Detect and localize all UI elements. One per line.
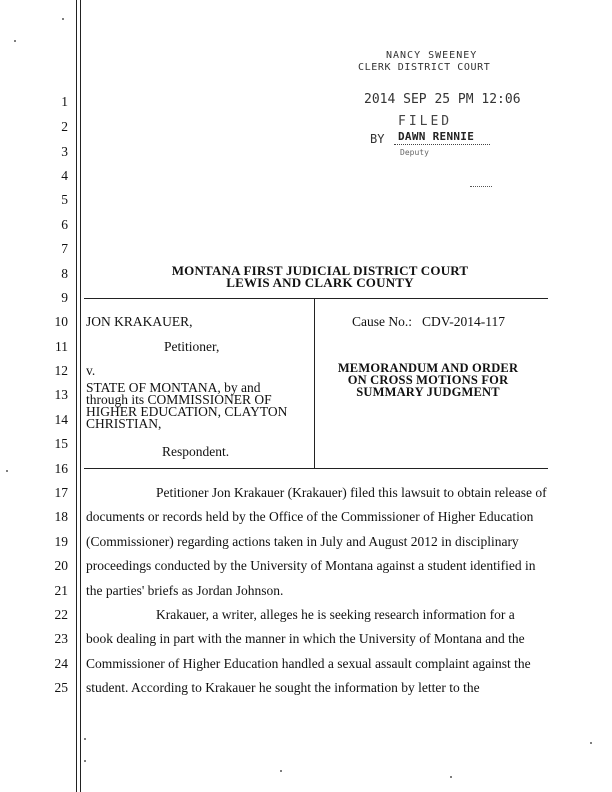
scan-speck bbox=[62, 18, 64, 20]
caption-bottom-rule bbox=[84, 468, 548, 469]
line-number: 6 bbox=[61, 217, 68, 232]
cause-label: Cause No.: bbox=[352, 314, 412, 329]
line-number: 15 bbox=[54, 436, 68, 451]
stamp-clerk-office: CLERK DISTRICT COURT bbox=[358, 62, 491, 73]
body-line: book dealing in part with the manner in which the University of Montana and the bbox=[86, 631, 525, 646]
body-line: (Commissioner) regarding actions taken in July and August 2012 in disciplinary bbox=[86, 534, 519, 549]
line-number: 10 bbox=[54, 314, 68, 329]
versus-label: v. bbox=[86, 363, 96, 378]
line-number: 19 bbox=[54, 534, 68, 549]
document-title-line: MEMORANDUM AND ORDER bbox=[337, 361, 519, 375]
line-number: 7 bbox=[61, 241, 68, 256]
caption-top-rule bbox=[84, 298, 548, 299]
scan-speck bbox=[84, 738, 86, 740]
body-line: Commissioner of Higher Education handled a sexual assault complaint against the bbox=[86, 656, 531, 671]
respondent-line: HIGHER EDUCATION, CLAYTON bbox=[86, 404, 288, 419]
scan-speck bbox=[280, 770, 282, 772]
body-line: student. According to Krakauer he sought the information by letter to the bbox=[86, 680, 480, 695]
petitioner-name: JON KRAKAUER, bbox=[86, 314, 193, 329]
body-line: Petitioner Jon Krakauer (Krakauer) filed this lawsuit to obtain release of bbox=[156, 485, 547, 500]
respondent-role: Respondent. bbox=[162, 444, 230, 459]
pleading-margin-line-left bbox=[76, 0, 77, 792]
line-number: 25 bbox=[54, 680, 68, 695]
caption-divider bbox=[314, 298, 315, 468]
stamp-clerk-name: NANCY SWEENEY bbox=[386, 50, 478, 61]
cause-number: CDV-2014-117 bbox=[422, 314, 506, 329]
stamp-signature-rule bbox=[394, 144, 490, 145]
scan-speck bbox=[590, 742, 592, 744]
line-number: 11 bbox=[55, 339, 68, 354]
pleading-margin-line-right bbox=[80, 0, 81, 792]
respondent-line: through its COMMISSIONER OF bbox=[86, 392, 272, 407]
body-line: proceedings conducted by the University of Montana against a student identified in bbox=[86, 558, 536, 573]
court-name: MONTANA FIRST JUDICIAL DISTRICT COURT bbox=[171, 263, 469, 278]
stamp-deputy-label: Deputy bbox=[400, 148, 429, 157]
stamp-filed-datetime: 2014 SEP 25 PM 12:06 bbox=[364, 92, 521, 107]
stamp-mark bbox=[470, 186, 492, 187]
line-number: 4 bbox=[61, 168, 68, 183]
line-number: 8 bbox=[61, 266, 68, 281]
line-number: 3 bbox=[61, 144, 68, 159]
line-number: 20 bbox=[54, 558, 68, 573]
line-number: 5 bbox=[61, 192, 68, 207]
line-number: 23 bbox=[54, 631, 68, 646]
line-number: 13 bbox=[54, 387, 68, 402]
document-title-line: ON CROSS MOTIONS FOR bbox=[347, 373, 509, 387]
line-number: 2 bbox=[61, 119, 68, 134]
respondent-line: CHRISTIAN, bbox=[86, 416, 162, 431]
line-number: 22 bbox=[54, 607, 68, 622]
line-number: 9 bbox=[61, 290, 68, 305]
line-number: 16 bbox=[54, 461, 68, 476]
document-title-line: SUMMARY JUDGMENT bbox=[356, 385, 500, 399]
scan-speck bbox=[450, 776, 452, 778]
stamp-filed-label: FILED bbox=[398, 114, 453, 129]
line-number: 1 bbox=[61, 94, 68, 109]
body-line: documents or records held by the Office of the Commissioner of Higher Education bbox=[86, 509, 534, 524]
body-line: Krakauer, a writer, alleges he is seeking research information for a bbox=[156, 607, 515, 622]
line-number: 24 bbox=[54, 656, 68, 671]
line-number: 21 bbox=[54, 583, 68, 598]
scan-speck bbox=[84, 760, 86, 762]
stamp-deputy-name: DAWN RENNIE bbox=[398, 130, 475, 143]
court-county: LEWIS AND CLARK COUNTY bbox=[226, 275, 414, 290]
scan-speck bbox=[14, 40, 16, 42]
scan-speck bbox=[6, 470, 8, 472]
body-line: the parties' briefs as Jordan Johnson. bbox=[86, 583, 284, 598]
petitioner-role: Petitioner, bbox=[164, 339, 220, 354]
line-number: 18 bbox=[54, 509, 68, 524]
respondent-line: STATE OF MONTANA, by and bbox=[86, 380, 261, 395]
line-number: 12 bbox=[54, 363, 68, 378]
line-number: 17 bbox=[54, 485, 68, 500]
line-number: 14 bbox=[54, 412, 68, 427]
stamp-by-label: BY bbox=[370, 132, 385, 146]
